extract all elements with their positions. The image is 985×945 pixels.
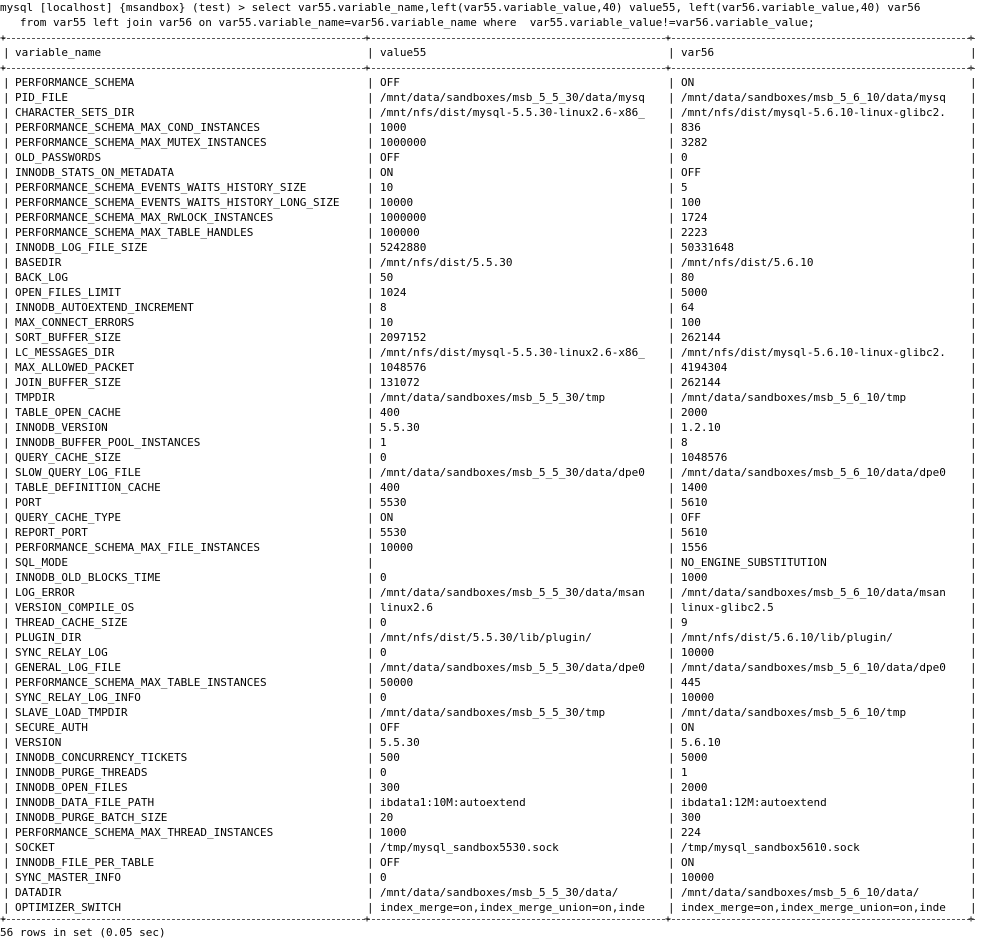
table-row: | INNODB_CONCURRENCY_TICKETS | 500 | 5000 | [3, 751, 977, 764]
table-cell: index_merge=on,index_merge_union=on,inde [380, 901, 645, 914]
table-cell: LOG_ERROR [15, 586, 75, 599]
table-cell: ON [380, 166, 394, 179]
table-cell: 2000 [681, 406, 708, 419]
table-cell: SORT_BUFFER_SIZE [15, 331, 121, 344]
table-cell: INNODB_DATA_FILE_PATH [15, 796, 155, 809]
table-header: | variable_name | value55 | var56 | [3, 46, 977, 59]
table-cell: /mnt/data/sandboxes/msb_5_5_30/data/mysq [380, 91, 645, 104]
table-cell: 10 [380, 316, 394, 329]
table-cell: 1000 [681, 571, 708, 584]
table-row: | INNODB_STATS_ON_METADATA | ON | OFF | [3, 166, 977, 179]
table-cell: 4194304 [681, 361, 728, 374]
table-cell: OFF [681, 511, 701, 524]
table-cell: INNODB_STATS_ON_METADATA [15, 166, 174, 179]
table-cell: QUERY_CACHE_TYPE [15, 511, 121, 524]
table-cell: 2000 [681, 781, 708, 794]
table-cell: 20 [380, 811, 394, 824]
table-cell: INNODB_BUFFER_POOL_INSTANCES [15, 436, 201, 449]
table-cell: 1048576 [681, 451, 728, 464]
table-cell: /mnt/nfs/dist/5.5.30 [380, 256, 513, 269]
table-cell: 3282 [681, 136, 708, 149]
table-cell: 10000 [380, 196, 414, 209]
table-row: | SOCKET | /tmp/mysql_sandbox5530.sock | /tmp/mysql_sandbox5610.sock | [3, 841, 977, 854]
table-cell: 64 [681, 301, 695, 314]
table-cell: SYNC_RELAY_LOG_INFO [15, 691, 141, 704]
table-cell: SOCKET [15, 841, 55, 854]
table-cell: PERFORMANCE_SCHEMA [15, 76, 135, 89]
table-row: | SQL_MODE | | NO_ENGINE_SUBSTITUTION | [3, 556, 977, 569]
table-row: | TMPDIR | /mnt/data/sandboxes/msb_5_5_30/tmp | /mnt/data/sandboxes/msb_5_6_10/tmp | [3, 391, 977, 404]
table-cell: /mnt/data/sandboxes/msb_5_6_10/data/dpe0 [681, 661, 946, 674]
table-row: | PERFORMANCE_SCHEMA_MAX_COND_INSTANCES | 1000 | 836 | [3, 121, 977, 134]
table-cell: 5.5.30 [380, 421, 420, 434]
table-cell: 400 [380, 406, 400, 419]
table-row: | DATADIR | /mnt/data/sandboxes/msb_5_5_30/data/ | /mnt/data/sandboxes/msb_5_6_10/data/ | [3, 886, 977, 899]
table-cell: THREAD_CACHE_SIZE [15, 616, 128, 629]
table-cell: SLAVE_LOAD_TMPDIR [15, 706, 128, 719]
table-cell: 5 [681, 181, 688, 194]
table-row: | PERFORMANCE_SCHEMA_MAX_TABLE_INSTANCES | 50000 | 445 | [3, 676, 977, 689]
table-cell: 0 [380, 871, 387, 884]
table-cell: INNODB_OLD_BLOCKS_TIME [15, 571, 161, 584]
table-cell: 100 [681, 316, 701, 329]
table-cell: /mnt/nfs/dist/5.6.10/lib/plugin/ [681, 631, 893, 644]
table-cell: 1000 [380, 826, 407, 839]
table-cell: 10 [380, 181, 394, 194]
table-cell: JOIN_BUFFER_SIZE [15, 376, 121, 389]
table-cell: NO_ENGINE_SUBSTITUTION [681, 556, 827, 569]
table-cell: 1556 [681, 541, 708, 554]
table-row: | JOIN_BUFFER_SIZE | 131072 | 262144 | [3, 376, 977, 389]
table-row: | QUERY_CACHE_SIZE | 0 | 1048576 | [3, 451, 977, 464]
table-cell: 5000 [681, 286, 708, 299]
table-row: | BASEDIR | /mnt/nfs/dist/5.5.30 | /mnt/nfs/dist/5.6.10 | [3, 256, 977, 269]
table-cell: 0 [380, 646, 387, 659]
table-row: | PERFORMANCE_SCHEMA_MAX_MUTEX_INSTANCES | 1000000 | 3282 | [3, 136, 977, 149]
table-row: | SYNC_RELAY_LOG_INFO | 0 | 10000 | [3, 691, 977, 704]
table-cell: 5242880 [380, 241, 427, 254]
query-line-1: mysql [localhost] {msandbox} (test) > select var55.variable_name,left(var55.variable_value,40) value55, left(var56.variable_value,40) var56 [0, 1, 921, 14]
table-cell: /mnt/nfs/dist/mysql-5.5.30-linux2.6-x86_ [380, 346, 645, 359]
table-row: | PORT | 5530 | 5610 | [3, 496, 977, 509]
table-row: | SECURE_AUTH | OFF | ON | [3, 721, 977, 734]
table-row: | INNODB_PURGE_THREADS | 0 | 1 | [3, 766, 977, 779]
table-cell: INNODB_FILE_PER_TABLE [15, 856, 155, 869]
table-cell: 8 [681, 436, 688, 449]
table-row: | SLAVE_LOAD_TMPDIR | /mnt/data/sandboxes/msb_5_5_30/tmp | /mnt/data/sandboxes/msb_5_6_10/tmp | [3, 706, 977, 719]
table-cell: INNODB_PURGE_THREADS [15, 766, 148, 779]
table-cell: VERSION [15, 736, 62, 749]
table-cell: TMPDIR [15, 391, 55, 404]
table-row: | PID_FILE | /mnt/data/sandboxes/msb_5_5_30/data/mysq | /mnt/data/sandboxes/msb_5_6_10/data/mysq | [3, 91, 977, 104]
table-cell: QUERY_CACHE_SIZE [15, 451, 121, 464]
table-cell: /mnt/data/sandboxes/msb_5_6_10/tmp [681, 391, 907, 404]
table-cell: 1000000 [380, 211, 427, 224]
result-summary: 56 rows in set (0.05 sec) [0, 926, 166, 939]
table-row: | SLOW_QUERY_LOG_FILE | /mnt/data/sandboxes/msb_5_5_30/data/dpe0 | /mnt/data/sandboxes/msb_5_6_10/data/dpe0 | [3, 466, 977, 479]
table-row: | PERFORMANCE_SCHEMA | OFF | ON | [3, 76, 977, 89]
table-cell: SYNC_RELAY_LOG [15, 646, 108, 659]
table-cell: MAX_CONNECT_ERRORS [15, 316, 135, 329]
table-cell: /mnt/data/sandboxes/msb_5_6_10/data/mysq [681, 91, 946, 104]
table-cell: linux2.6 [380, 601, 433, 614]
table-row: | PERFORMANCE_SCHEMA_MAX_FILE_INSTANCES | 10000 | 1556 | [3, 541, 977, 554]
table-row: | PERFORMANCE_SCHEMA_EVENTS_WAITS_HISTORY_LONG_SIZE | 10000 | 100 | [3, 196, 977, 209]
table-cell: 2097152 [380, 331, 427, 344]
table-cell: /mnt/data/sandboxes/msb_5_5_30/tmp [380, 391, 606, 404]
table-cell: 262144 [681, 331, 721, 344]
table-cell: /mnt/data/sandboxes/msb_5_6_10/data/msan [681, 586, 946, 599]
table-cell: SQL_MODE [15, 556, 68, 569]
table-cell: ON [380, 511, 394, 524]
table-row: | TABLE_OPEN_CACHE | 400 | 2000 | [3, 406, 977, 419]
table-cell: /mnt/nfs/dist/5.6.10 [681, 256, 814, 269]
table-cell: SECURE_AUTH [15, 721, 88, 734]
table-row: | INNODB_VERSION | 5.5.30 | 1.2.10 | [3, 421, 977, 434]
table-cell: /mnt/nfs/dist/5.5.30/lib/plugin/ [380, 631, 592, 644]
table-cell: OFF [380, 856, 400, 869]
table-cell: INNODB_AUTOEXTEND_INCREMENT [15, 301, 194, 314]
table-cell: ibdata1:12M:autoextend [681, 796, 827, 809]
column-header-var56: var56 [681, 46, 715, 59]
table-cell: 1 [380, 436, 387, 449]
table-cell: 5610 [681, 496, 708, 509]
table-row: | SORT_BUFFER_SIZE | 2097152 | 262144 | [3, 331, 977, 344]
table-row: | THREAD_CACHE_SIZE | 0 | 9 | [3, 616, 977, 629]
table-cell: /tmp/mysql_sandbox5530.sock [380, 841, 559, 854]
table-cell: 500 [380, 751, 400, 764]
table-cell: /tmp/mysql_sandbox5610.sock [681, 841, 860, 854]
table-cell: 8 [380, 301, 387, 314]
table-cell: OPEN_FILES_LIMIT [15, 286, 121, 299]
table-row: | INNODB_AUTOEXTEND_INCREMENT | 8 | 64 | [3, 301, 977, 314]
table-cell: OFF [380, 76, 400, 89]
table-cell: /mnt/nfs/dist/mysql-5.6.10-linux-glibc2. [681, 346, 946, 359]
table-cell: PLUGIN_DIR [15, 631, 82, 644]
table-cell: /mnt/data/sandboxes/msb_5_6_10/data/dpe0 [681, 466, 946, 479]
table-cell: 1024 [380, 286, 407, 299]
table-cell: 131072 [380, 376, 420, 389]
table-cell: /mnt/data/sandboxes/msb_5_6_10/data/ [681, 886, 920, 899]
table-row: | PERFORMANCE_SCHEMA_MAX_RWLOCK_INSTANCES | 1000000 | 1724 | [3, 211, 977, 224]
table-cell: 0 [681, 151, 688, 164]
table-cell: 50000 [380, 676, 414, 689]
table-row: | BACK_LOG | 50 | 80 | [3, 271, 977, 284]
table-cell: PERFORMANCE_SCHEMA_MAX_FILE_INSTANCES [15, 541, 261, 554]
table-cell: MAX_ALLOWED_PACKET [15, 361, 135, 374]
table-row: | PERFORMANCE_SCHEMA_MAX_TABLE_HANDLES | 100000 | 2223 | [3, 226, 977, 239]
table-cell: /mnt/nfs/dist/mysql-5.5.30-linux2.6-x86_ [380, 106, 645, 119]
table-cell: SLOW_QUERY_LOG_FILE [15, 466, 141, 479]
table-cell: 0 [380, 451, 387, 464]
table-row: | PERFORMANCE_SCHEMA_EVENTS_WAITS_HISTORY_SIZE | 10 | 5 | [3, 181, 977, 194]
table-cell: 80 [681, 271, 695, 284]
table-cell: 50331648 [681, 241, 734, 254]
table-cell: 300 [380, 781, 400, 794]
table-row: | SYNC_MASTER_INFO | 0 | 10000 | [3, 871, 977, 884]
table-border-top: + + + + [0, 33, 975, 44]
table-cell: PERFORMANCE_SCHEMA_MAX_THREAD_INSTANCES [15, 826, 274, 839]
table-row: | PLUGIN_DIR | /mnt/nfs/dist/5.5.30/lib/plugin/ | /mnt/nfs/dist/5.6.10/lib/plugin/ | [3, 631, 977, 644]
table-cell: /mnt/data/sandboxes/msb_5_5_30/data/dpe0 [380, 661, 645, 674]
table-row: | VERSION_COMPILE_OS | linux2.6 | linux-glibc2.5 | [3, 601, 977, 614]
table-cell: 10000 [681, 871, 715, 884]
table-cell: /mnt/data/sandboxes/msb_5_5_30/data/ [380, 886, 619, 899]
table-row: | VERSION | 5.5.30 | 5.6.10 | [3, 736, 977, 749]
table-row: | TABLE_DEFINITION_CACHE | 400 | 1400 | [3, 481, 977, 494]
table-border-bottom: + + + + [0, 914, 975, 925]
table-cell: 10000 [380, 541, 414, 554]
table-cell: 5530 [380, 526, 407, 539]
table-row: | LOG_ERROR | /mnt/data/sandboxes/msb_5_5_30/data/msan | /mnt/data/sandboxes/msb_5_6_10/data/msan | [3, 586, 977, 599]
table-cell: SYNC_MASTER_INFO [15, 871, 121, 884]
table-cell: ON [681, 721, 695, 734]
table-row: | OPEN_FILES_LIMIT | 1024 | 5000 | [3, 286, 977, 299]
table-cell: TABLE_DEFINITION_CACHE [15, 481, 161, 494]
table-cell: 1.2.10 [681, 421, 721, 434]
table-cell: 0 [380, 766, 387, 779]
table-row: | MAX_CONNECT_ERRORS | 10 | 100 | [3, 316, 977, 329]
table-cell: TABLE_OPEN_CACHE [15, 406, 121, 419]
table-row: | INNODB_OLD_BLOCKS_TIME | 0 | 1000 | [3, 571, 977, 584]
table-cell: 262144 [681, 376, 721, 389]
table-cell: 0 [380, 616, 387, 629]
table-row: | MAX_ALLOWED_PACKET | 1048576 | 4194304 | [3, 361, 977, 374]
table-row: | INNODB_BUFFER_POOL_INSTANCES | 1 | 8 | [3, 436, 977, 449]
table-cell: 224 [681, 826, 701, 839]
column-header-variable-name: variable_name [15, 46, 102, 59]
table-cell: REPORT_PORT [15, 526, 88, 539]
table-border-header: + + + + [0, 63, 975, 74]
table-cell: INNODB_LOG_FILE_SIZE [15, 241, 148, 254]
table-cell: OFF [380, 151, 400, 164]
table-cell: 1000000 [380, 136, 427, 149]
table-cell: INNODB_PURGE_BATCH_SIZE [15, 811, 168, 824]
table-cell: OFF [681, 166, 701, 179]
table-row: | SYNC_RELAY_LOG | 0 | 10000 | [3, 646, 977, 659]
table-cell: /mnt/data/sandboxes/msb_5_5_30/tmp [380, 706, 606, 719]
table-row: | OLD_PASSWORDS | OFF | 0 | [3, 151, 977, 164]
table-cell: LC_MESSAGES_DIR [15, 346, 115, 359]
table-cell: 1048576 [380, 361, 427, 374]
table-row: | INNODB_LOG_FILE_SIZE | 5242880 | 50331648 | [3, 241, 977, 254]
table-cell: 836 [681, 121, 701, 134]
table-cell: /mnt/data/sandboxes/msb_5_6_10/tmp [681, 706, 907, 719]
table-cell: 100 [681, 196, 701, 209]
table-cell: 1724 [681, 211, 708, 224]
table-cell: PERFORMANCE_SCHEMA_MAX_TABLE_INSTANCES [15, 676, 267, 689]
table-cell: INNODB_VERSION [15, 421, 108, 434]
table-row: | INNODB_FILE_PER_TABLE | OFF | ON | [3, 856, 977, 869]
table-cell: OPTIMIZER_SWITCH [15, 901, 121, 914]
table-row: | INNODB_OPEN_FILES | 300 | 2000 | [3, 781, 977, 794]
table-row: | GENERAL_LOG_FILE | /mnt/data/sandboxes/msb_5_5_30/data/dpe0 | /mnt/data/sandboxes/msb_5_6_10/data/dpe0 | [3, 661, 977, 674]
table-cell: OFF [380, 721, 400, 734]
table-cell: 50 [380, 271, 394, 284]
table-cell: 1000 [380, 121, 407, 134]
table-cell: index_merge=on,index_merge_union=on,inde [681, 901, 946, 914]
table-cell: 100000 [380, 226, 420, 239]
table-cell: PERFORMANCE_SCHEMA_MAX_MUTEX_INSTANCES [15, 136, 267, 149]
table-cell: 5530 [380, 496, 407, 509]
table-cell: BACK_LOG [15, 271, 68, 284]
table-cell: 5.5.30 [380, 736, 420, 749]
table-row: | PERFORMANCE_SCHEMA_MAX_THREAD_INSTANCES | 1000 | 224 | [3, 826, 977, 839]
table-cell: 10000 [681, 646, 715, 659]
table-cell: 9 [681, 616, 688, 629]
table-cell: 300 [681, 811, 701, 824]
table-row: | INNODB_PURGE_BATCH_SIZE | 20 | 300 | [3, 811, 977, 824]
table-cell: 2223 [681, 226, 708, 239]
table-cell: linux-glibc2.5 [681, 601, 774, 614]
table-cell: PERFORMANCE_SCHEMA_MAX_COND_INSTANCES [15, 121, 261, 134]
table-cell: INNODB_OPEN_FILES [15, 781, 128, 794]
query-line-2: from var55 left join var56 on var55.variable_name=var56.variable_name where var55.variable_value!=var56.variable_value; [0, 16, 815, 29]
table-cell: 10000 [681, 691, 715, 704]
table-cell: 5.6.10 [681, 736, 721, 749]
table-cell: INNODB_CONCURRENCY_TICKETS [15, 751, 188, 764]
table-cell: 5610 [681, 526, 708, 539]
table-cell: DATADIR [15, 886, 62, 899]
table-cell: OLD_PASSWORDS [15, 151, 102, 164]
table-row: | OPTIMIZER_SWITCH | index_merge=on,index_merge_union=on,inde | index_merge=on,index_merge_union=on,inde | [3, 901, 977, 914]
table-cell: 400 [380, 481, 400, 494]
table-cell: ibdata1:10M:autoextend [380, 796, 526, 809]
table-cell: ON [681, 76, 695, 89]
table-cell: PERFORMANCE_SCHEMA_EVENTS_WAITS_HISTORY_SIZE [15, 181, 307, 194]
table-cell: VERSION_COMPILE_OS [15, 601, 135, 614]
table-cell: 445 [681, 676, 701, 689]
table-row: | REPORT_PORT | 5530 | 5610 | [3, 526, 977, 539]
table-cell: 1400 [681, 481, 708, 494]
table-cell: PERFORMANCE_SCHEMA_MAX_RWLOCK_INSTANCES [15, 211, 274, 224]
table-cell: PERFORMANCE_SCHEMA_MAX_TABLE_HANDLES [15, 226, 254, 239]
table-row: | LC_MESSAGES_DIR | /mnt/nfs/dist/mysql-5.5.30-linux2.6-x86_ | /mnt/nfs/dist/mysql-5.6.10-linux-glibc2. | [3, 346, 977, 359]
table-row: | INNODB_DATA_FILE_PATH | ibdata1:10M:autoextend | ibdata1:12M:autoextend | [3, 796, 977, 809]
table-cell: GENERAL_LOG_FILE [15, 661, 121, 674]
table-cell: PID_FILE [15, 91, 68, 104]
table-cell: BASEDIR [15, 256, 62, 269]
table-cell: /mnt/nfs/dist/mysql-5.6.10-linux-glibc2. [681, 106, 946, 119]
table-cell: ON [681, 856, 695, 869]
column-header-value55: value55 [380, 46, 427, 59]
table-row: | QUERY_CACHE_TYPE | ON | OFF | [3, 511, 977, 524]
table-cell: 5000 [681, 751, 708, 764]
table-cell: /mnt/data/sandboxes/msb_5_5_30/data/msan [380, 586, 645, 599]
table-cell: PORT [15, 496, 42, 509]
table-cell: CHARACTER_SETS_DIR [15, 106, 135, 119]
table-cell: 0 [380, 571, 387, 584]
table-cell: /mnt/data/sandboxes/msb_5_5_30/data/dpe0 [380, 466, 645, 479]
table-row: | CHARACTER_SETS_DIR | /mnt/nfs/dist/mysql-5.5.30-linux2.6-x86_ | /mnt/nfs/dist/mysql-5.6.10-linux-glibc2. | [3, 106, 977, 119]
table-cell: PERFORMANCE_SCHEMA_EVENTS_WAITS_HISTORY_LONG_SIZE [15, 196, 340, 209]
table-cell: 1 [681, 766, 688, 779]
table-cell: 0 [380, 691, 387, 704]
